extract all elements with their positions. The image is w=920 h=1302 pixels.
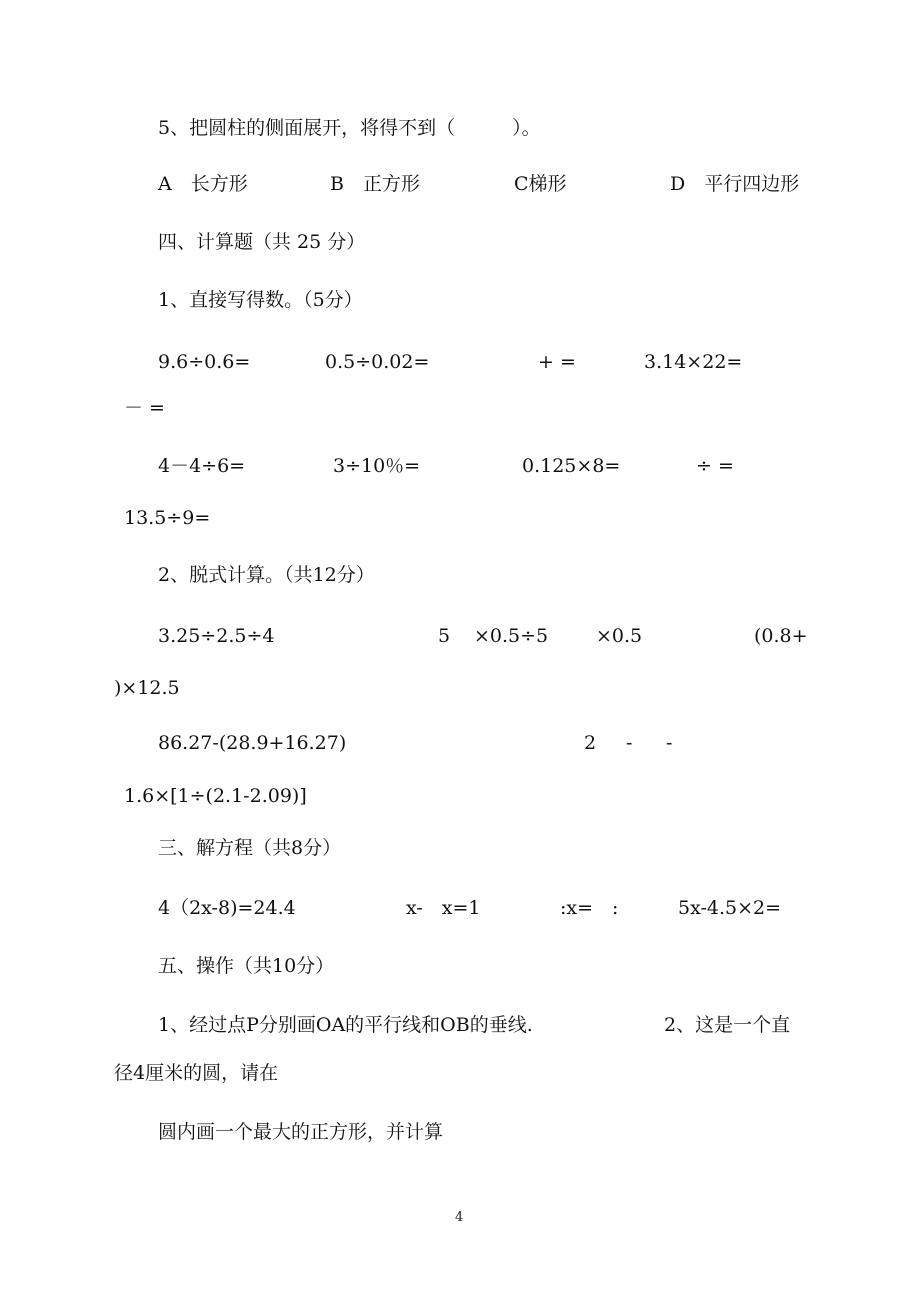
expr-item: 86.27-(28.9+16.27)	[158, 732, 347, 754]
part1-heading: 1、直接写得数。（5分）	[158, 289, 363, 311]
q5-option-b: B 正方形	[330, 173, 420, 195]
calc-item: ÷ =	[696, 455, 734, 477]
equation-item: :x= :	[560, 897, 619, 919]
equation-item: x- x=1	[406, 897, 481, 919]
expr-item: 3.25÷2.5÷4	[158, 625, 275, 647]
expr-item: 2	[584, 732, 597, 754]
equation-item: 5x-4.5×2=	[678, 897, 782, 919]
q5-option-d: D 平行四边形	[670, 173, 800, 195]
calc-item: 0.5÷0.02=	[325, 351, 430, 373]
expr-item: ×0.5÷5	[474, 625, 549, 647]
calc-item: 4－4÷6=	[158, 455, 246, 477]
calc-item: 3÷10％=	[333, 455, 421, 477]
section3-heading: 三、解方程（共8分）	[158, 837, 342, 859]
calc-item: + =	[538, 351, 576, 373]
calc-item: 0.125×8=	[522, 455, 621, 477]
expr-item: -	[666, 732, 673, 754]
expr-item: (0.8+	[754, 625, 808, 647]
part2-heading: 2、脱式计算。（共12分）	[158, 564, 375, 586]
page-number: 4	[455, 1210, 464, 1225]
calc-item-wrap: － =	[124, 397, 165, 419]
section5-task1: 1、经过点P分别画OA的平行线和OB的垂线.	[158, 1014, 533, 1036]
calc-item: 3.14×22=	[644, 351, 743, 373]
calc-item-wrap: 13.5÷9=	[124, 507, 211, 529]
section5-task2-cont: 径4厘米的圆，请在	[114, 1062, 279, 1084]
equation-item: 4（2x-8)=24.4	[158, 897, 296, 919]
expr-item: -	[626, 732, 633, 754]
expr-item: ×0.5	[596, 625, 643, 647]
q5-stem: 5、把圆柱的侧面展开，将得不到（ ）。	[158, 117, 541, 139]
section4-heading: 四、计算题（共 25 分）	[158, 231, 366, 253]
section5-task2: 2、这是一个直	[664, 1014, 791, 1036]
section5-heading: 五、操作（共10分）	[158, 955, 335, 977]
q5-option-c: C梯形	[514, 173, 567, 195]
expr-item-wrap: 1.6×[1÷(2.1-2.09)]	[124, 785, 307, 807]
section5-task2-cont: 圆内画一个最大的正方形，并计算	[158, 1121, 444, 1143]
calc-item: 9.6÷0.6=	[158, 351, 251, 373]
expr-item-wrap: )×12.5	[114, 677, 180, 699]
q5-option-a: A 长方形	[158, 173, 248, 195]
expr-item: 5	[438, 625, 451, 647]
